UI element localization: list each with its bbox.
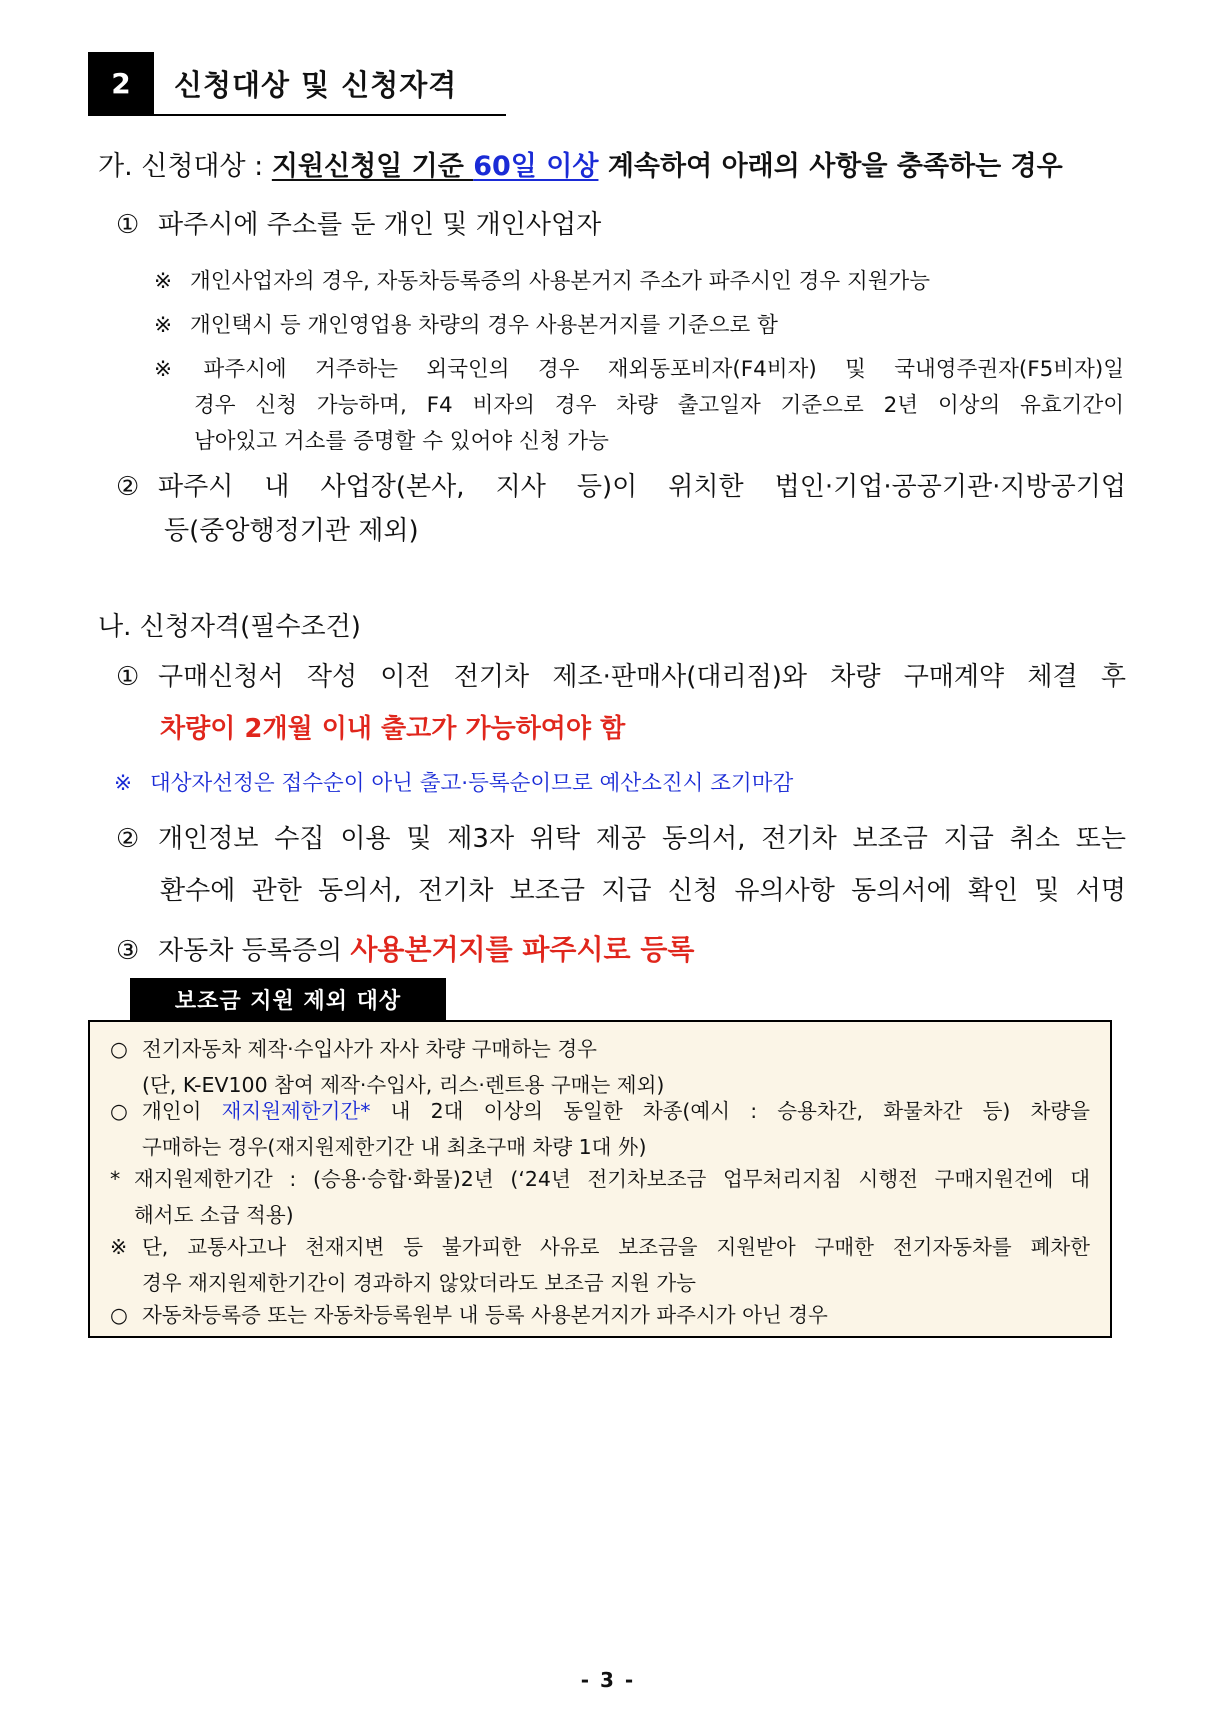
part-a-item-2 <box>116 466 1126 547</box>
item-marker: ③ <box>116 936 140 966</box>
section-header <box>88 52 506 116</box>
part-a-prefix: 가. 신청대상 : <box>98 151 272 182</box>
item-marker: ② <box>116 472 140 502</box>
note-line-1: 파주시에 거주하는 외국인의 경우 재외동포비자(F4비자) 및 국내영주권자(F5비자)일 <box>203 357 1124 382</box>
note-text: 개인택시 등 개인영업용 차량의 경우 사용본거지를 기준으로 함 <box>190 313 778 338</box>
part-a-note-1 <box>154 264 930 295</box>
part-a-note-3 <box>154 352 1124 460</box>
bullet-marker: * <box>110 1167 121 1191</box>
part-b-heading: 나. 신청자격(필수조건) <box>98 612 361 642</box>
exclusion-line-2: 경우 재지원제한기간이 경과하지 않았더라도 보조금 지원 가능 <box>142 1271 696 1295</box>
part-b-item-3 <box>116 928 694 968</box>
note-marker: ※ <box>154 357 194 382</box>
note-line-2: 경우 신청 가능하며, F4 비자의 경우 차량 출고일자 기준으로 2년 이상의 유효기간이 <box>194 393 1124 418</box>
part-a-note-2 <box>154 308 778 339</box>
item-marker: ② <box>116 824 140 854</box>
note-marker: ※ <box>154 269 173 294</box>
exclusion-item-2 <box>110 1094 1090 1160</box>
exclusion-line-1: 단, 교통사고나 천재지변 등 불가피한 사유로 보조금을 지원받아 구매한 전기자동차를 폐차한 <box>142 1235 1090 1259</box>
part-b-item-2 <box>116 818 1126 907</box>
bullet-marker: ○ <box>110 1303 128 1327</box>
exclusion-line-2: (단, K-EV100 참여 제작·수입사, 리스·렌트용 구매는 제외) <box>142 1073 665 1097</box>
section-title: 신청대상 및 신청자격 <box>174 67 458 102</box>
part-b-note <box>114 766 793 797</box>
exclusion-line-1: 전기자동차 제작·수입사가 자사 차량 구매하는 경우 <box>142 1037 597 1061</box>
item-line-1: 파주시 내 사업장(본사, 지사 등)이 위치한 법인·기업·공공기관·지방공기업 <box>158 472 1126 502</box>
note-line-3: 남아있고 거소를 증명할 수 있어야 신청 가능 <box>194 429 609 454</box>
note-text: 개인사업자의 경우, 자동차등록증의 사용본거지 주소가 파주시인 경우 지원가능 <box>190 269 931 294</box>
item-red: 사용본거지를 파주시로 등록 <box>350 933 695 966</box>
note-marker: ※ <box>114 771 133 796</box>
item-text: 파주시에 주소를 둔 개인 및 개인사업자 <box>158 210 602 240</box>
part-a-blue: 60일 이상 <box>473 151 599 182</box>
item-line-1: 구매신청서 작성 이전 전기차 제조·판매사(대리점)와 차량 구매계약 체결 후 <box>158 662 1126 692</box>
exclusion-item-1 <box>110 1032 664 1098</box>
item-marker: ① <box>116 662 140 692</box>
exclusion-box <box>88 1020 1112 1338</box>
exclusion-line-2: 구매하는 경우(재지원제한기간 내 최초구매 차량 1대 外) <box>142 1135 647 1159</box>
item-line-2-red: 차량이 2개월 이내 출고가 가능하여야 함 <box>160 714 626 744</box>
exclusion-item-5 <box>110 1298 828 1328</box>
bullet-marker: ※ <box>110 1235 128 1259</box>
part-a-bold1: 지원신청일 기준 <box>271 151 474 182</box>
part-b-item-1 <box>116 656 1126 745</box>
exclusion-item-4 <box>110 1230 1090 1296</box>
exclusion-line-2: 해서도 소급 적용) <box>134 1203 294 1227</box>
part-a-bold2: 계속하여 아래의 사항을 충족하는 경우 <box>598 151 1063 182</box>
exclusion-box-label: 보조금 지원 제외 대상 <box>130 978 446 1020</box>
item-line-2: 등(중앙행정기관 제외) <box>164 516 419 546</box>
bullet-marker: ○ <box>110 1037 128 1061</box>
section-number: 2 <box>88 52 154 114</box>
part-a-item-1 <box>116 204 601 241</box>
part-a-heading <box>98 144 1063 183</box>
note-marker: ※ <box>154 313 173 338</box>
exclusion-rest: 내 2대 이상의 동일한 차종(예시 : 승용차간, 화물차간 등) 차량을 <box>370 1099 1090 1123</box>
exclusion-blue: 재지원제한기간* <box>221 1099 371 1123</box>
item-line-1: 개인정보 수집 이용 및 제3자 위탁 제공 동의서, 전기차 보조금 지급 취소 또는 <box>158 824 1126 854</box>
exclusion-text: 자동차등록증 또는 자동차등록원부 내 등록 사용본거지가 파주시가 아닌 경우 <box>142 1303 828 1327</box>
item-prefix: 자동차 등록증의 <box>158 936 351 966</box>
item-marker: ① <box>116 210 140 240</box>
note-text: 대상자선정은 접수순이 아닌 출고·등록순이므로 예산소진시 조기마감 <box>150 771 794 796</box>
item-line-2: 환수에 관한 동의서, 전기차 보조금 지급 신청 유의사항 동의서에 확인 및 서명 <box>160 876 1126 906</box>
page-number: - 3 - <box>580 1668 636 1692</box>
exclusion-item-3 <box>110 1162 1090 1228</box>
exclusion-prefix: 개인이 <box>142 1099 222 1123</box>
bullet-marker: ○ <box>110 1099 128 1123</box>
exclusion-line-1: 재지원제한기간 : (승용·승합·화물)2년 (‘24년 전기차보조금 업무처리지침 시행전 구매지원건에 대 <box>134 1167 1090 1191</box>
